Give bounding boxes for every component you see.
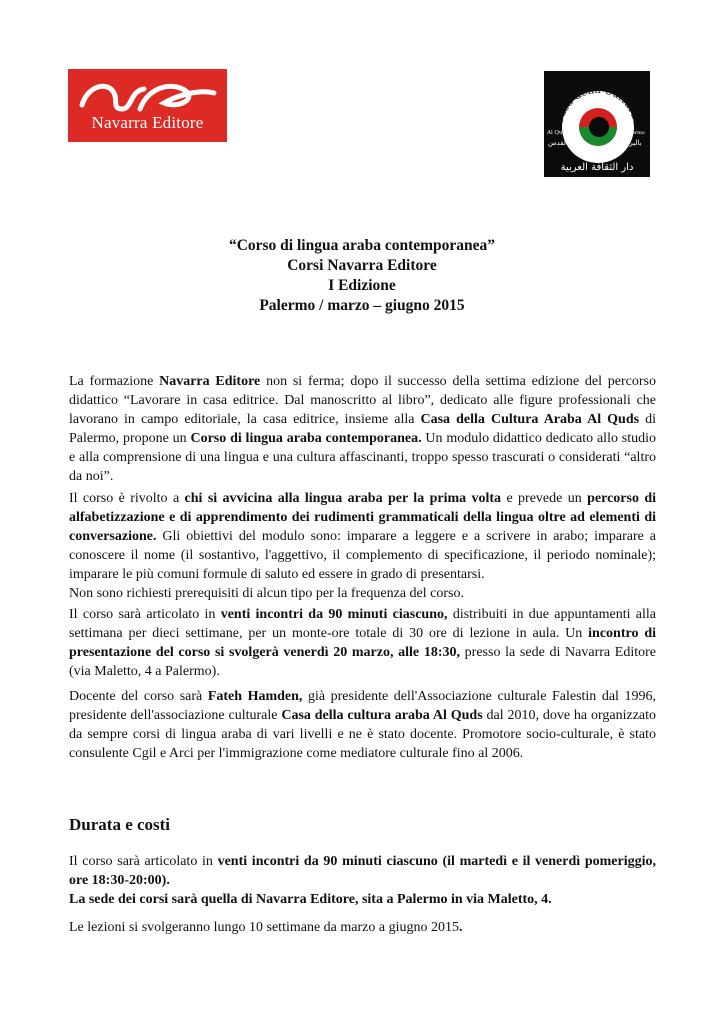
text-run: Il corso sarà articolato in (69, 854, 218, 869)
text-run: distribuiti in due appuntamenti alla settimana per dieci settimane, per un monte-ore totale di 30 ore di lezione in aula. Un (69, 607, 656, 641)
bold-run: chi si avvicina alla lingua araba per la prima volta (184, 491, 502, 506)
text-run: Un modulo didattico dedicato allo studio e alla comprensione di una lingua e una cultura affascinanti, troppo spesso trascurati o considerati “altro da noi”. (69, 431, 657, 484)
lessons-paragraph (69, 918, 656, 937)
bold-run: venti incontri da 90 minuti ciascuno, (220, 607, 448, 622)
bold-run: incontro di presentazione del corso si svolgerà venerdì 20 marzo, alle 18:30, (69, 626, 656, 660)
bold-run: venti incontri da 90 minuti ciascuno (il martedì e il venerdì pomeriggio, ore 18:30-20:00). (69, 854, 656, 888)
title-line-3: I Edizione (328, 277, 396, 294)
bold-run: Casa della Cultura Araba Al Quds (420, 412, 640, 427)
bold-run: La sede dei corsi sarà quella di Navarra Editore, sita a Palermo in via Maletto, 4. (69, 892, 552, 907)
logo-palermo-arabic: باليرمو (622, 139, 642, 147)
logo-al-quds-label: Al Quds (547, 130, 569, 136)
casa-cultura-logo-mark (544, 71, 650, 177)
text-run: non si ferma; dopo il successo della settima edizione del percorso didattico “Lavorare in casa editrice. Dal manoscritto al libro”, dedicato alle figure professionali che lavorano in campo editoriale, la casa editrice, insieme alla (69, 374, 656, 427)
text-run: dal 2010, dove ha organizzato da sempre corsi di lingua araba di vari livelli e ne è stato docente. Promotore socio-culturale, è stato consulente Cgil e Arci per l'immigrazione come mediatore culturale fino al 2006. (69, 708, 657, 761)
intro-paragraph (69, 372, 656, 486)
navarra-editore-logo (68, 69, 227, 142)
text-run: e prevede un (501, 491, 588, 506)
text-run: di Palermo, propone un (69, 412, 657, 446)
logo-arc-text: Casa della Cultura A (553, 83, 644, 131)
bold-run: Navarra Editore (159, 374, 261, 389)
logo-al-quds-arabic: القدس (548, 139, 568, 147)
text-run: Il corso è rivolto a (69, 491, 185, 506)
text-run: Gli obiettivi del modulo sono: imparare a leggere e a scrivere in arabo; imparare a conoscere il nome (il sostantivo, l'aggettivo, il complemento di specificazione, il periodo nominale); imparare le più comuni formule di saluto ed essere in grado di presentarsi. (69, 529, 656, 582)
duration-paragraph (69, 852, 656, 909)
text-run: Non sono richiesti prerequisiti di alcun tipo per la frequenza del corso. (69, 586, 464, 601)
text-run: già presidente dell'Associazione culturale Falestin dal 1996, presidente dell'associazione culturale (69, 689, 657, 723)
text-run: presso la sede di Navarra Editore (via Maletto, 4 a Palermo). (69, 645, 656, 679)
bold-run: Corso di lingua araba contemporanea. (190, 431, 422, 446)
text-run: La formazione (69, 374, 160, 389)
section-heading-durata: Durata e costi (69, 815, 171, 834)
target-audience-paragraph (69, 489, 656, 603)
navarra-logo-text: Navarra Editore (91, 113, 204, 132)
bold-run: percorso di alfabetizzazione e di apprendimento dei rudimenti grammaticali della lingua oltre ad elementi di conversazione. (69, 491, 657, 544)
logo-bottom-arabic: دار الثقافة العربية (560, 162, 634, 173)
text-run: Le lezioni si svolgeranno lungo 10 settimane da marzo a giugno 2015 (69, 920, 459, 935)
text-run: Il corso sarà articolato in (69, 607, 221, 622)
schedule-paragraph (69, 605, 656, 681)
bold-run: . (458, 920, 463, 935)
bold-run: Casa della cultura araba Al Quds (281, 708, 483, 723)
logo-palermo-label: Palermo (624, 130, 645, 136)
document-title (0, 236, 724, 316)
title-line-4: Palermo / marzo – giugno 2015 (259, 297, 465, 314)
text-run: Docente del corso sarà (69, 689, 208, 704)
casa-cultura-araba-logo (544, 71, 650, 177)
title-line-1: “Corso di lingua araba contemporanea” (228, 237, 496, 254)
teacher-paragraph (69, 687, 656, 763)
bold-run: Fateh Hamden, (207, 689, 303, 704)
title-line-2: Corsi Navarra Editore (287, 257, 437, 274)
